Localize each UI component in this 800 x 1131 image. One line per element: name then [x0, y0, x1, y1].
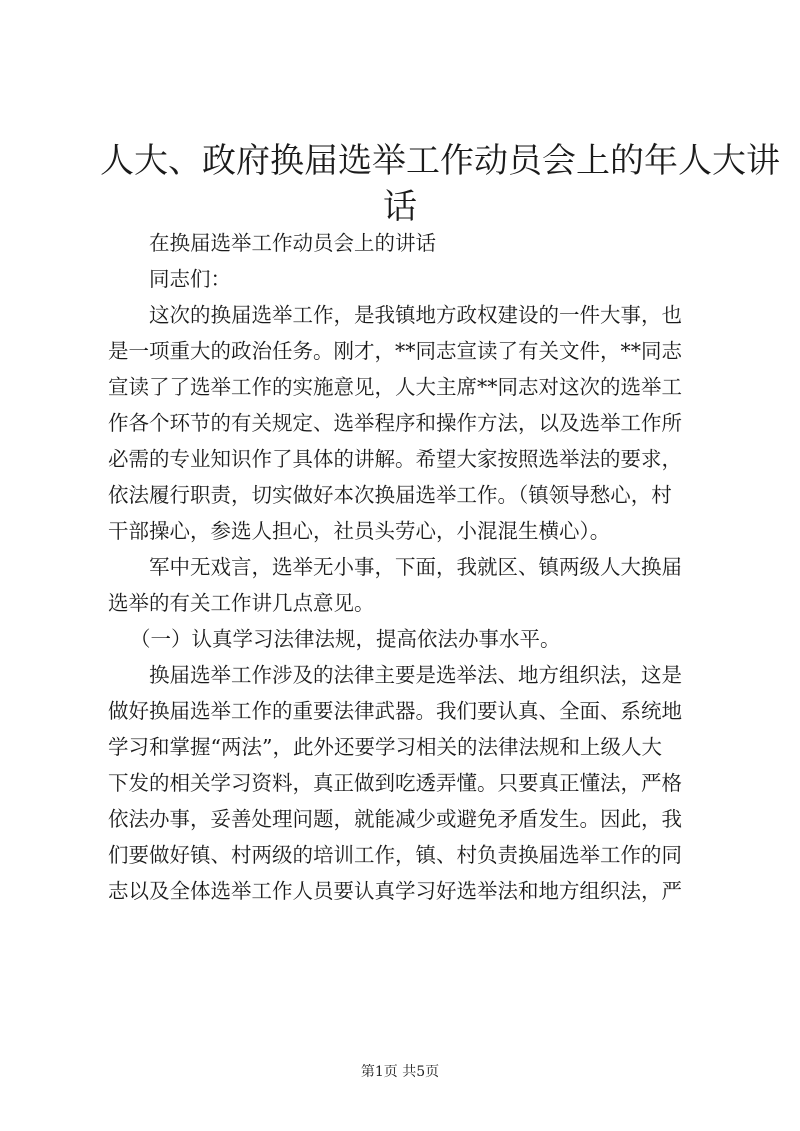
paragraph-line: 下发的相关学习资料，真正做到吃透弄懂。只要真正懂法，严格	[108, 771, 682, 795]
title-line-2: 话	[383, 187, 417, 227]
section-heading-1	[108, 621, 708, 657]
paragraph-line: 志以及全体选举工作人员要认真学习好选举法和地方组织法，严	[108, 879, 682, 903]
paragraph-line: 依法履行职责，切实做好本次换届选举工作。（镇领导愁心，村	[108, 483, 672, 507]
subtitle-line: 在换届选举工作动员会上的讲话	[149, 231, 436, 255]
paragraph-line: 这次的换届选举工作，是我镇地方政权建设的一件大事，也	[149, 303, 682, 327]
paragraph-line: 是一项重大的政治任务。刚才，**同志宣读了有关文件，**同志	[108, 339, 682, 363]
paragraph-2	[108, 549, 708, 621]
salutation-line: 同志们：	[149, 267, 231, 291]
paragraph-line: 军中无戏言，选举无小事，下面，我就区、镇两级人大换届	[149, 555, 682, 579]
document-title	[100, 138, 780, 230]
paragraph-line: 做好换届选举工作的重要法律武器。我们要认真、全面、系统地	[108, 699, 682, 723]
paragraph-1	[108, 297, 708, 549]
title-line-1: 人大、政府换届选举工作动员会上的年人大讲	[100, 141, 780, 181]
document-body	[108, 225, 708, 909]
paragraph-line: 换届选举工作涉及的法律主要是选举法、地方组织法，这是	[149, 663, 682, 687]
paragraph-line: 必需的专业知识作了具体的讲解。希望大家按照选举法的要求，	[108, 447, 682, 471]
subtitle	[108, 225, 708, 261]
paragraph-line: 选举的有关工作讲几点意见。	[108, 591, 375, 615]
paragraph-line: 依法办事，妥善处理问题，就能减少或避免矛盾发生。因此，我	[108, 807, 682, 831]
paragraph-3	[108, 657, 708, 909]
paragraph-line: 们要做好镇、村两级的培训工作，镇、村负责换届选举工作的同	[108, 843, 682, 867]
paragraph-line: 学习和掌握“两法”，此外还要学习相关的法律法规和上级人大	[108, 735, 662, 759]
paragraph-line: 宣读了了选举工作的实施意见，人大主席**同志对这次的选举工	[108, 375, 682, 399]
section-heading-line: （一）认真学习法律法规，提高依法办事水平。	[130, 627, 561, 651]
paragraph-line: 作各个环节的有关规定、选举程序和操作方法，以及选举工作所	[108, 411, 682, 435]
paragraph-line: 干部操心，参选人担心，社员头劳心，小混混生横心）。	[108, 519, 611, 543]
page-footer: 第1页 共5页	[360, 1064, 440, 1080]
salutation	[108, 261, 708, 297]
